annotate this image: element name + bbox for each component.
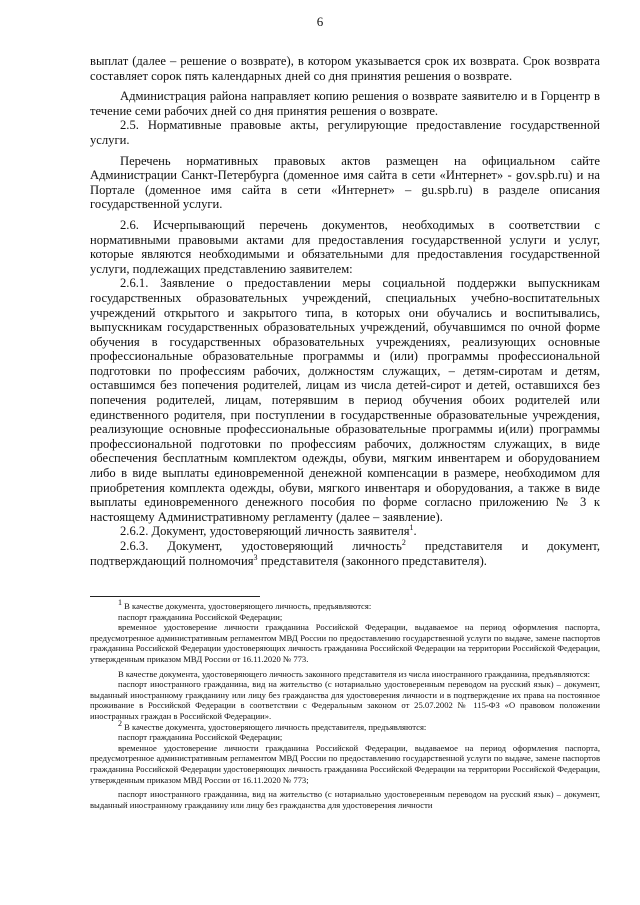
footnote-2-mark: 2 (118, 718, 122, 728)
paragraph-return-decision: выплат (далее – решение о возврате), в котором указывается срок их возврата. Срок возврата составляет сорок пять календарных дней со дня принятия решения о возврате. (90, 54, 600, 83)
page-number: 6 (316, 14, 324, 29)
paragraph-2-6-2 (90, 524, 600, 539)
paragraph-2-6-2-text: 2.6.2. Документ, удостоверяющий личность заявителя (120, 524, 410, 539)
footnotes (90, 598, 600, 810)
document-body (90, 54, 600, 568)
paragraph-2-6: 2.6. Исчерпывающий перечень документов, необходимых в соответствии с нормативными правовыми актами для предоставления государственной услуги и услуг, которые являются необходимыми и обязательными для предоставления государственной услуги, подлежащих представлению заявителем: (90, 217, 600, 276)
footnote-1-item-temporary-id: временное удостоверение личности гражданина Российской Федерации, выдаваемое на период оформления паспорта, предусмотренное административным регламентом МВД России по предоставлению государственной услуги по выдаче, замене паспортов гражданина Российской Федерации удостоверяющих личность гражданина Российской Федерации на территории Российской Федерации, утвержденным приказом МВД России от 16.11.2020 № 773. (90, 622, 600, 664)
footnote-ref-2: 2 (401, 537, 406, 547)
paragraph-2-6-2-end: . (413, 524, 417, 539)
footnote-1-item-passport: паспорт гражданина Российской Федерации; (118, 611, 283, 622)
footnote-separator (90, 596, 260, 597)
footnote-1-item-foreign-passport: паспорт иностранного гражданина, вид на жительство (с нотариально удостоверенным переводом на русский язык) – документ, выданный иностранному гражданину или лицу без гражданства для удостоверения личности и в подтверждение их права на постоянное проживание в Российской Федерации в соответствии с Федеральным законом от 25.07.2002 № 115-ФЗ «О правовом положении иностранных граждан в Российской Федерации». (90, 679, 600, 721)
paragraph-administration-copy: Администрация района направляет копию решения о возврате заявителю и в Горцентр в течение семи рабочих дней со дня принятия решения о возврате. (90, 89, 600, 118)
footnote-1-foreign-intro: В качестве документа, удостоверяющего личность законного представителя из числа иностранного гражданина, предъявляются: (118, 668, 591, 679)
footnote-1-intro (90, 598, 600, 612)
footnote-1-mark: 1 (118, 598, 122, 608)
paragraph-2-6-1: 2.6.1. Заявление о предоставлении меры социальной поддержки выпускникам государственных образовательных учреждений, специальных учебно-воспитательных учреждений открытого и закрытого типа, в которых они обучались и воспитывались, выпускникам государственных образовательных учреждений, обучавшимся по очной форме обучения в государственных образовательных учреждениях, реализующих основные профессиональные образовательные программы и (или) программы профессиональной подготовки по профессиям рабочих, должностям служащих, – детям-сиротам и детям, оставшимся без попечения родителей, лицам из числа детей-сирот и детей, оставшихся без попечения родителей, лицам, потерявшим в период обучения обоих родителей или единственного родителя, при поступлении в государственные образовательные учреждения, реализующие основные профессиональные образовательные программы и(или) программы профессиональной подготовки по профессиям рабочих, должностям служащих, в виде обеспечения бесплатным комплектом одежды, обуви, мягким инвентарем и оборудованием либо в виде выплаты единовременной денежной компенсации в размере, необходимом для приобретения комплекта одежды, обуви, мягкого инвентаря и оборудования, а также в виде выплаты единовременного денежного пособия по форме согласно приложению № 3 к настоящему Административному регламенту (далее – заявление). (90, 276, 600, 524)
footnote-2-item-passport: паспорт гражданина Российской Федерации; (118, 732, 283, 743)
footnote-1-intro-text: В качестве документа, удостоверяющего личность, предъявляются: (122, 601, 372, 611)
paragraph-2-6-3-part2: представителя и документ, подтверждающий полномочия (90, 539, 601, 568)
footnote-2-intro-text: В качестве документа, удостоверяющего личность представителя, предъявляются: (122, 721, 427, 732)
footnote-ref-1: 1 (409, 523, 414, 533)
footnote-ref-3: 3 (253, 552, 258, 562)
footnote-2-item-foreign-passport: паспорт иностранного гражданина, вид на жительство (с нотариально удостоверенным переводом на русский язык) – документ, выданный иностранному гражданину или лицу без гражданства для удостоверения личности (90, 789, 600, 810)
paragraph-2-6-3-part1: 2.6.3. Документ, удостоверяющий личность (120, 539, 402, 553)
footnote-2-intro (90, 718, 600, 733)
paragraph-2-5: 2.5. Нормативные правовые акты, регулирующие предоставление государственной услуги. (90, 118, 600, 147)
paragraph-legal-acts-list: Перечень нормативных правовых актов размещен на официальном сайте Администрации Санкт-Петербурга (доменное имя сайта в сети «Интернет» - gov.spb.ru) и на Портале (доменное имя сайта в сети «Интернет» – gu.spb.ru) в разделе описания государственной услуги. (90, 153, 600, 212)
footnote-2-item-temporary-id: временное удостоверение личности гражданина Российской Федерации, выдаваемое на период оформления паспорта, предусмотренное административным регламентом МВД России по предоставлению государственной услуги по выдаче, замене паспортов гражданина Российской Федерации удостоверяющих личность гражданина Российской Федерации на территории Российской Федерации, утвержденным приказом МВД России от 16.11.2020 № 773; (90, 742, 600, 785)
paragraph-2-6-3 (90, 539, 600, 568)
paragraph-2-6-3-part3: представителя (законного представителя). (257, 553, 487, 568)
